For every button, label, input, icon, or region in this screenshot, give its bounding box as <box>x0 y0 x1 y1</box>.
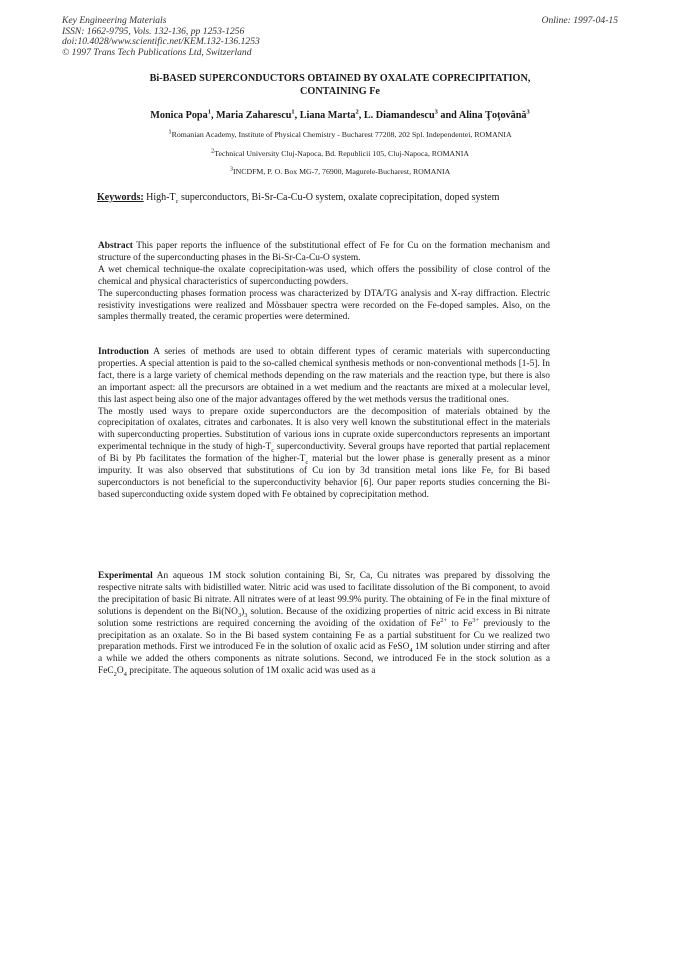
affiliation-mark: 1 <box>168 128 172 136</box>
affiliation-mark: 3 <box>229 165 234 173</box>
keywords-text: superconductors, Bi-Sr-Ca-Cu-O system, oxalate coprecipitation, doped system <box>178 192 500 203</box>
author-affil-mark: 3 <box>434 108 438 116</box>
affiliation-text: Technical University Cluj-Napoca, Bd. Republicii 105, Cluj-Napoca, ROMANIA <box>214 149 469 158</box>
keywords-label: Keywords: <box>97 192 144 203</box>
experimental-text: precipitate. The aqueous solution of 1M oxalic acid was used as a <box>126 666 376 677</box>
affiliation <box>90 130 590 139</box>
copyright-line: © 1997 Trans Tech Publications Ltd, Switzerland <box>62 46 252 58</box>
subscript: 4 <box>409 647 413 655</box>
affiliation-text: INCDFM, P. O. Box MG-7, 76900, Magurele-Bucharest, ROMANIA <box>233 167 451 176</box>
author-separator: , <box>294 110 300 121</box>
online-date: Online: 1997-04-15 <box>541 15 618 26</box>
introduction-heading: Introduction <box>98 347 149 357</box>
author-separator: , <box>358 110 364 121</box>
experimental-text: 1M solution under stirring and after a while we added the others components as nitrate solutions. Second, we introduced Fe in the stock solution as a FeC <box>98 642 550 677</box>
subscript: 3 <box>237 611 242 619</box>
experimental-text: An aqueous 1M stock solution containing Bi, Sr, Ca, Cu nitrates was prepared by dissolving the respective nitrate salts with bidistilled water. Nitric acid was used to facilitate dissolution of the Bi component, to avoid the precipitation of basic Bi nitrate. All nitrates were of at least 99.9% purity. The obtaining of Fe in the final mixture of solutions is dependent on the Bi(NO <box>98 571 550 617</box>
author-name: Alina Ţoţovână <box>458 110 527 121</box>
journal-name: Key Engineering Materials <box>62 15 167 26</box>
experimental-text: ) <box>241 606 245 617</box>
author-separator: , <box>210 110 217 121</box>
subscript: 4 <box>123 671 127 679</box>
introduction-text: A series of methods are used to obtain different types of ceramic materials with superconducting properties. A special attention is paid to the so-called chemical synthesis methods or non-conventional methods [1-5]. In fact, there is a large variety of chemical methods depending on the raw materials and the reaction type, but there is also an important aspect: all the precursors are obtained in a wet medium and the reactants are mixed at a molecular level, this last aspect being also one of the major advantages offered by the wet methods versus the traditional ones. The mostly used ways to prepare oxide superconductors are the decomposition of materials obtained by the coprecipitation of oxalates, citrates and carbonates. It is also very well known the substitutional effect in the materials with superconducting properties. Substitution of various ions in cuprate oxide superconductors represents an important experimental technique in the study of high-T <box>98 347 550 453</box>
author-affil-mark: 1 <box>207 108 211 116</box>
experimental-text: O <box>116 666 124 677</box>
experimental-text: previously to the precipitation as an oxalate. So in the Bi based system containing Fe as a partial substituent for Cu we realized two preparation methods. First we introduced Fe in the solution of oxalic acid as FeSO <box>98 618 551 653</box>
author-name: Monica Popa <box>150 110 208 121</box>
issn-line: ISSN: 1662-9795, Vols. 132-136, pp 1253-1256 <box>62 25 245 37</box>
superscript: 3+ <box>472 616 480 624</box>
author-name: Maria Zaharescu <box>216 110 292 121</box>
author-list <box>90 110 590 121</box>
paper-title <box>80 72 600 98</box>
title-line-2: CONTAINING Fe <box>300 86 380 97</box>
author-name: L. Diamandescu <box>363 110 435 121</box>
author-affil-mark: 2 <box>355 108 359 116</box>
experimental-text: to Fe <box>447 618 473 629</box>
doi-line: doi:10.4028/www.scientific.net/KEM.132-136.1253 <box>62 36 260 48</box>
experimental-text: solution. Because of the oxidizing properties of nitric acid excess in Bi nitrate solution some restrictions are required concerning the avoiding of the oxidation of Fe <box>98 606 550 629</box>
affiliation-text: Romanian Academy, Institute of Physical Chemistry - Bucharest 77208, 202 Spl. Independentei, ROMANIA <box>171 130 512 139</box>
keywords-text: High-T <box>143 192 176 203</box>
introduction-text: superconductivity. Several groups have reported that partial replacement of Bi by Pb facilitates the formation of the higher-T <box>98 442 551 465</box>
subscript: c <box>175 198 179 205</box>
affiliation-mark: 2 <box>211 147 215 155</box>
publication-header <box>62 16 618 58</box>
author-name: Liana Marta <box>299 110 356 121</box>
experimental-section <box>98 571 550 678</box>
affiliation <box>90 149 590 158</box>
subscript: c <box>305 459 309 467</box>
introduction-section <box>98 347 550 502</box>
subscript: c <box>271 447 275 455</box>
keywords <box>97 192 557 203</box>
abstract-section <box>98 241 550 324</box>
author-affil-mark: 1 <box>291 108 295 116</box>
author-conjunction: and <box>437 110 459 121</box>
subscript: 3 <box>244 611 248 619</box>
abstract-text: This paper reports the influence of the substitutional effect of Fe for Cu on the formation mechanism and structure of the superconducting phases in the Bi-Sr-Ca-Cu-O system. A wet chemical technique-the oxalate coprecipitation-was used, which offers the possibility of close control of the chemical and physical characteristics of superconducting powders. The superconducting phases formation process was characterized by DTA/TG analysis and X-ray diffraction. Electric resistivity investigations were realized and Mössbauer spectra were recorded on the Fe-doped samples. Also, on the samples thermally treated, the ceramic properties were determined. <box>98 241 550 323</box>
introduction-text: material but the lower phase is generally present as a minor impurity. It was also observed that substitutions of Cu ion by 3d transition metal ions like Fe, for Bi based superconductors is not beneficial to the superconductivity behavior [6]. Our paper reports studies concerning the Bi-based superconducting oxide system doped with Fe obtained by coprecipitation method. <box>98 454 550 500</box>
abstract-heading: Abstract <box>98 241 133 251</box>
experimental-heading: Experimental <box>98 571 153 581</box>
title-line-1: Bi-BASED SUPERCONDUCTORS OBTAINED BY OXALATE COPRECIPITATION, <box>149 73 531 84</box>
affiliation <box>90 167 590 176</box>
subscript: 2 <box>113 671 117 679</box>
superscript: 2+ <box>440 616 448 624</box>
author-affil-mark: 3 <box>526 108 530 116</box>
